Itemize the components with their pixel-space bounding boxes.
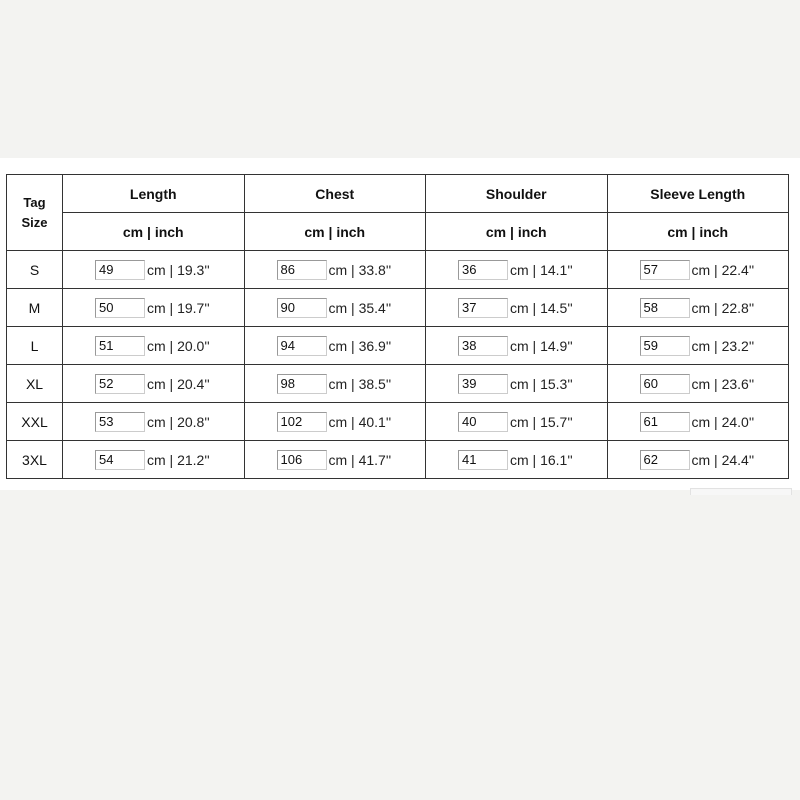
shoulder-conversion-text: cm | 14.1'' — [510, 261, 573, 278]
chest-cm-input[interactable] — [277, 336, 327, 356]
length-conversion-text: cm | 20.0'' — [147, 337, 210, 354]
chest-cell — [244, 441, 426, 479]
length-cm-input[interactable] — [95, 260, 145, 280]
length-cell — [63, 403, 245, 441]
cell-content — [426, 260, 607, 280]
cell-content — [426, 450, 607, 470]
unit-row — [7, 213, 789, 251]
size-label: S — [7, 251, 63, 289]
sleeve-length-cell — [607, 441, 789, 479]
table-row — [7, 327, 789, 365]
size-label: L — [7, 327, 63, 365]
column-header-shoulder: Shoulder — [426, 175, 608, 213]
cell-content — [245, 336, 426, 356]
sleeve-length-cm-input[interactable] — [640, 336, 690, 356]
chest-cell — [244, 251, 426, 289]
chest-cm-input[interactable] — [277, 450, 327, 470]
cell-content — [63, 260, 244, 280]
shoulder-cm-input[interactable] — [458, 260, 508, 280]
cell-content — [426, 298, 607, 318]
sleeve-length-cm-input[interactable] — [640, 298, 690, 318]
shoulder-cell — [426, 365, 608, 403]
cell-content — [426, 336, 607, 356]
length-cell — [63, 441, 245, 479]
length-conversion-text: cm | 19.7'' — [147, 299, 210, 316]
length-cell — [63, 289, 245, 327]
shoulder-cell — [426, 403, 608, 441]
sleeve-length-conversion-text: cm | 23.6'' — [691, 375, 755, 392]
cell-content — [608, 374, 789, 394]
length-cm-input[interactable] — [95, 412, 145, 432]
table-row — [7, 403, 789, 441]
cell-content — [245, 374, 426, 394]
shoulder-cm-input[interactable] — [458, 298, 508, 318]
cell-content — [426, 412, 607, 432]
chest-cell — [244, 289, 426, 327]
cell-content — [608, 260, 789, 280]
table-row — [7, 289, 789, 327]
shoulder-cm-input[interactable] — [458, 450, 508, 470]
chest-conversion-text: cm | 38.5'' — [328, 375, 392, 392]
shoulder-cm-input[interactable] — [458, 374, 508, 394]
tag-size-header — [7, 175, 63, 251]
unit-header-length: cm | inch — [63, 213, 245, 251]
cell-content — [63, 298, 244, 318]
cell-content — [608, 412, 789, 432]
chest-cell — [244, 403, 426, 441]
sleeve-length-cell — [607, 327, 789, 365]
cell-content — [63, 450, 244, 470]
cell-content — [608, 450, 789, 470]
cell-content — [245, 412, 426, 432]
size-label: 3XL — [7, 441, 63, 479]
cell-content — [63, 336, 244, 356]
length-cm-input[interactable] — [95, 374, 145, 394]
length-cm-input[interactable] — [95, 298, 145, 318]
chest-cm-input[interactable] — [277, 260, 327, 280]
tag-header-line1: Tag — [23, 194, 46, 210]
chest-conversion-text: cm | 33.8'' — [328, 261, 392, 278]
length-cell — [63, 327, 245, 365]
header-row — [7, 175, 789, 213]
sleeve-length-cell — [607, 365, 789, 403]
length-cm-input[interactable] — [95, 336, 145, 356]
chest-cm-input[interactable] — [277, 374, 327, 394]
shoulder-conversion-text: cm | 16.1'' — [510, 451, 573, 468]
table-row — [7, 441, 789, 479]
cell-content — [608, 336, 789, 356]
sleeve-length-cm-input[interactable] — [640, 412, 690, 432]
shoulder-cell — [426, 327, 608, 365]
table-row — [7, 251, 789, 289]
chest-conversion-text: cm | 41.7'' — [328, 451, 392, 468]
chest-cell — [244, 365, 426, 403]
chest-conversion-text: cm | 36.9'' — [328, 337, 392, 354]
sleeve-length-cell — [607, 403, 789, 441]
faint-edge-bar — [690, 488, 792, 495]
shoulder-conversion-text: cm | 15.7'' — [510, 413, 573, 430]
cell-content — [245, 450, 426, 470]
shoulder-cell — [426, 251, 608, 289]
shoulder-conversion-text: cm | 14.5'' — [510, 299, 573, 316]
table-body — [7, 251, 789, 479]
chest-cm-input[interactable] — [277, 298, 327, 318]
length-cm-input[interactable] — [95, 450, 145, 470]
cell-content — [63, 374, 244, 394]
unit-header-shoulder: cm | inch — [426, 213, 608, 251]
sleeve-length-cm-input[interactable] — [640, 374, 690, 394]
length-conversion-text: cm | 21.2'' — [147, 451, 210, 468]
size-label: XXL — [7, 403, 63, 441]
cell-content — [63, 412, 244, 432]
length-cell — [63, 251, 245, 289]
cell-content — [245, 298, 426, 318]
column-header-length: Length — [63, 175, 245, 213]
shoulder-cm-input[interactable] — [458, 336, 508, 356]
chest-cell — [244, 327, 426, 365]
shoulder-cell — [426, 441, 608, 479]
length-conversion-text: cm | 19.3'' — [147, 261, 210, 278]
chest-conversion-text: cm | 35.4'' — [328, 299, 392, 316]
table-row — [7, 365, 789, 403]
sleeve-length-cell — [607, 289, 789, 327]
cell-content — [245, 260, 426, 280]
chest-conversion-text: cm | 40.1'' — [328, 413, 392, 430]
shoulder-cell — [426, 289, 608, 327]
size-label: M — [7, 289, 63, 327]
sleeve-length-conversion-text: cm | 23.2'' — [691, 337, 755, 354]
unit-header-chest: cm | inch — [244, 213, 426, 251]
length-conversion-text: cm | 20.4'' — [147, 375, 210, 392]
sleeve-length-conversion-text: cm | 22.4'' — [691, 261, 755, 278]
shoulder-conversion-text: cm | 14.9'' — [510, 337, 573, 354]
sleeve-length-cm-input[interactable] — [640, 450, 690, 470]
column-header-sleeve-length: Sleeve Length — [607, 175, 789, 213]
column-header-chest: Chest — [244, 175, 426, 213]
unit-header-sleeve-length: cm | inch — [607, 213, 789, 251]
shoulder-cm-input[interactable] — [458, 412, 508, 432]
sleeve-length-cm-input[interactable] — [640, 260, 690, 280]
cell-content — [608, 298, 789, 318]
size-label: XL — [7, 365, 63, 403]
chest-cm-input[interactable] — [277, 412, 327, 432]
sleeve-length-conversion-text: cm | 22.8'' — [691, 299, 755, 316]
size-chart-table — [6, 174, 789, 479]
length-cell — [63, 365, 245, 403]
cell-content — [426, 374, 607, 394]
sleeve-length-conversion-text: cm | 24.0'' — [691, 413, 755, 430]
sleeve-length-conversion-text: cm | 24.4'' — [691, 451, 755, 468]
shoulder-conversion-text: cm | 15.3'' — [510, 375, 573, 392]
length-conversion-text: cm | 20.8'' — [147, 413, 210, 430]
sleeve-length-cell — [607, 251, 789, 289]
tag-header-line2: Size — [21, 214, 48, 230]
